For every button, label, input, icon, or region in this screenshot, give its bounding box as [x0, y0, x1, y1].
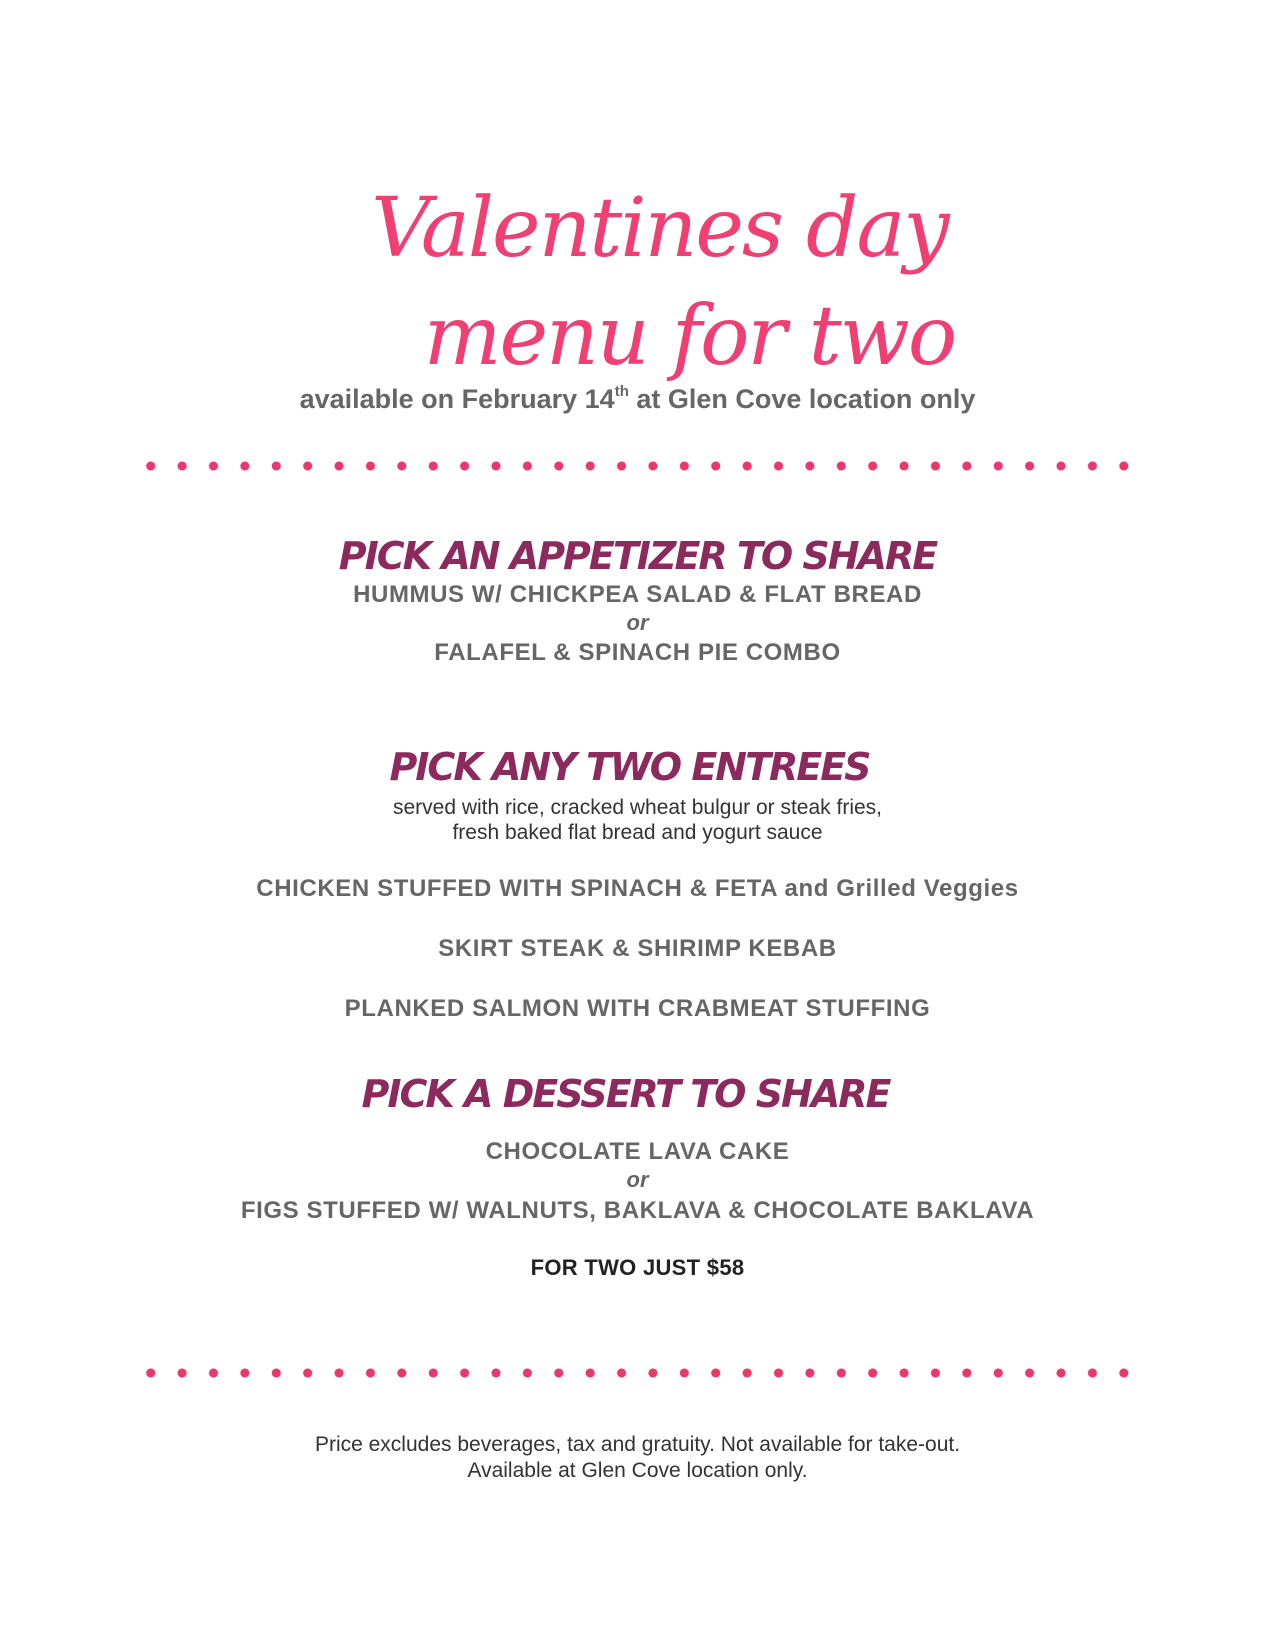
- appetizer-option-1: HUMMUS W/ CHICKPEA SALAD & FLAT BREAD: [353, 581, 922, 608]
- entree-item: CHICKEN STUFFED WITH SPINACH & FETA and Grilled Veggies: [256, 875, 1019, 902]
- dessert-or: or: [626, 1167, 649, 1192]
- date-suffix: th: [614, 383, 629, 400]
- entrees-served-with-line1: served with rice, cracked wheat bulgur or steak fries,: [392, 796, 883, 819]
- dessert-option-2: FIGS STUFFED W/ WALNUTS, BAKLAVA & CHOCOLATE BAKLAVA: [240, 1197, 1035, 1224]
- appetizer-or: or: [626, 610, 649, 635]
- availability-subtitle: [0, 383, 1275, 414]
- dotted-divider-bottom: [135, 1367, 1138, 1379]
- entrees-served-with-line2: fresh baked flat bread and yogurt sauce: [452, 821, 823, 844]
- entree-item: SKIRT STEAK & SHIRIMP KEBAB: [438, 935, 837, 962]
- price-line: FOR TWO JUST $58: [530, 1255, 745, 1280]
- disclaimer-line2: Available at Glen Cove location only.: [467, 1459, 808, 1482]
- dotted-divider-top: [135, 460, 1138, 472]
- menu-title-line2: menu for two: [423, 289, 956, 384]
- dessert-heading: PICK A DESSERT TO SHARE: [361, 1072, 890, 1116]
- availability-location: at Glen Cove location only: [628, 384, 976, 414]
- dessert-option-1: CHOCOLATE LAVA CAKE: [485, 1138, 790, 1165]
- entree-item: PLANKED SALMON WITH CRABMEAT STUFFING: [344, 995, 931, 1022]
- entrees-heading: PICK ANY TWO ENTREES: [389, 745, 870, 789]
- availability-text: available on February 14: [299, 384, 615, 414]
- disclaimer-line1: Price excludes beverages, tax and gratuity. Not available for take-out.: [314, 1433, 961, 1456]
- menu-title-line1: Valentines day: [371, 181, 948, 276]
- appetizer-option-2: FALAFEL & SPINACH PIE COMBO: [434, 639, 841, 666]
- appetizer-heading: PICK AN APPETIZER TO SHARE: [338, 534, 937, 578]
